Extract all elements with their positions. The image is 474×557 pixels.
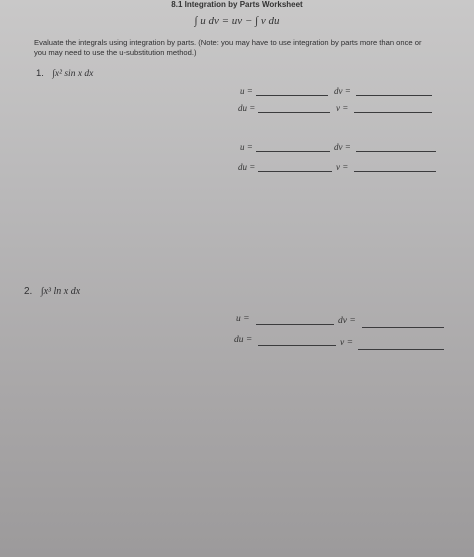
problem-2 [24, 286, 80, 297]
dv-label: dv = [334, 142, 351, 152]
problem-number: 2. [24, 286, 33, 297]
problem-number: 1. [36, 68, 44, 79]
integration-by-parts-formula: ∫ u dv = uv − ∫ v du [194, 15, 280, 27]
du-answer-line[interactable] [258, 345, 336, 346]
u-answer-line[interactable] [256, 151, 330, 152]
u-label: u = [236, 314, 250, 324]
u-label: u = [240, 142, 253, 152]
u-answer-line[interactable] [256, 324, 334, 325]
problem-integral: ∫x² sin x dx [52, 69, 94, 79]
du-label: du = [234, 335, 253, 345]
v-label: v = [336, 162, 349, 172]
du-label: du = [238, 162, 256, 172]
v-label: v = [336, 103, 349, 113]
dv-answer-line[interactable] [356, 95, 432, 96]
dv-label: dv = [338, 316, 356, 326]
dv-answer-line[interactable] [362, 327, 444, 328]
problem-integral: ∫x³ ln x dx [40, 286, 81, 297]
du-label: du = [238, 103, 256, 113]
u-answer-line[interactable] [256, 95, 328, 96]
v-answer-line[interactable] [354, 171, 436, 172]
v-answer-line[interactable] [354, 112, 432, 113]
problem-1 [36, 68, 93, 79]
du-answer-line[interactable] [258, 171, 332, 172]
instructions: Evaluate the integrals using integration by parts. (Note: you may have to use integration by parts more than once or you may need to use the u-substitution method.) [34, 38, 422, 57]
u-label: u = [240, 86, 253, 96]
v-label: v = [340, 338, 354, 348]
worksheet-title: 8.1 Integration by Parts Worksheet [171, 0, 303, 9]
dv-answer-line[interactable] [356, 151, 436, 152]
dv-label: dv = [334, 86, 351, 96]
v-answer-line[interactable] [358, 349, 444, 350]
du-answer-line[interactable] [258, 112, 330, 113]
